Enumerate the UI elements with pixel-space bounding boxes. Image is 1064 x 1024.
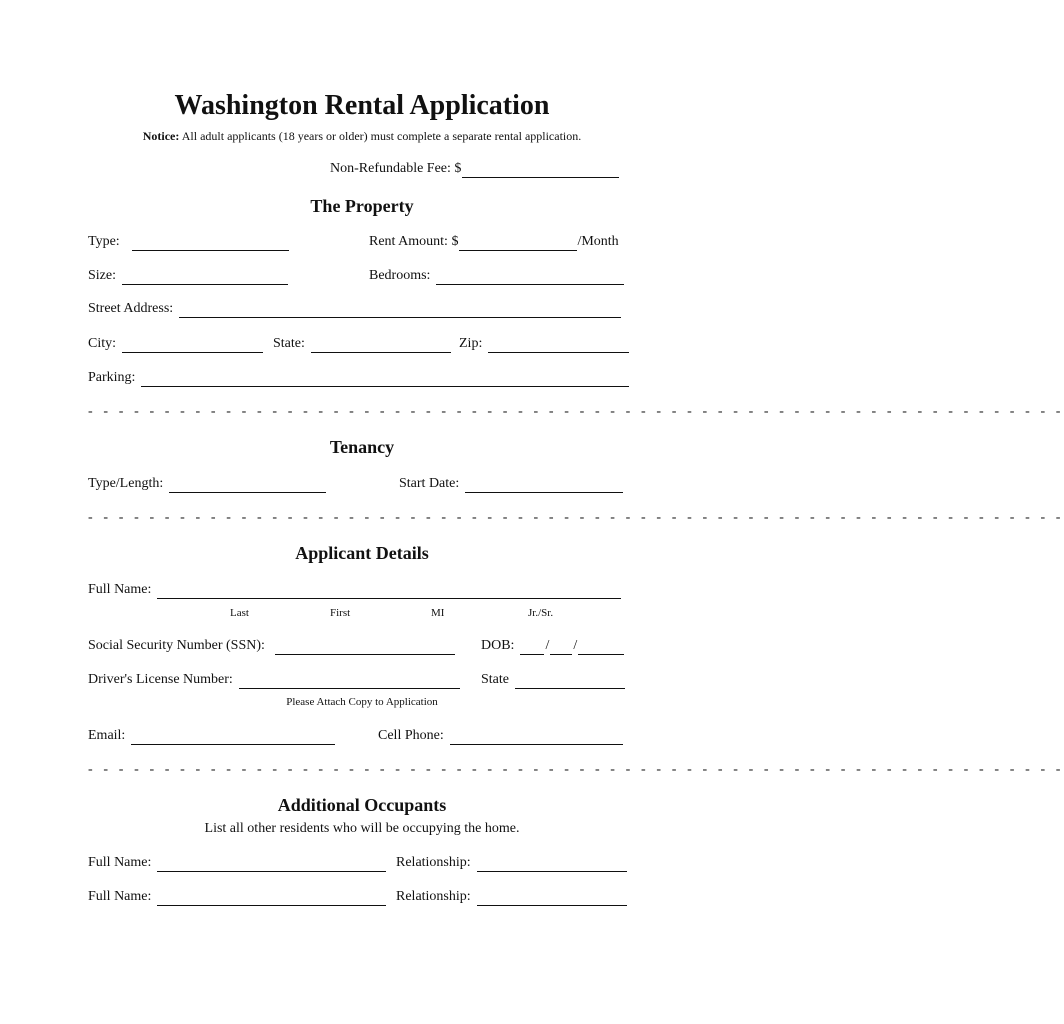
- state-label: State:: [273, 336, 305, 351]
- ssn-label: Social Security Number (SSN):: [88, 638, 265, 653]
- rent-amount-input-line[interactable]: [459, 236, 577, 251]
- license-note: Please Attach Copy to Application: [286, 696, 438, 708]
- ssn-field[interactable]: [88, 637, 455, 655]
- applicant-full-name-field[interactable]: [88, 581, 621, 599]
- section-divider: - - - - - - - - - - - - - - - - - - - - - - - - - - - - - - - - - - - - - - - - - - - - - - - - - - - - - - - - - - - - - - - -: [88, 762, 1064, 777]
- occupant-relationship-field[interactable]: [396, 854, 627, 872]
- state-input-line[interactable]: [311, 338, 451, 353]
- occupant-relationship-input-line[interactable]: [477, 857, 627, 872]
- size-field[interactable]: [88, 267, 288, 285]
- license-label: Driver's License Number:: [88, 672, 233, 687]
- cell-phone-field[interactable]: [378, 727, 623, 745]
- dob-year-line[interactable]: [578, 640, 624, 655]
- page-title: Washington Rental Application: [174, 90, 550, 121]
- dob-month-line[interactable]: [520, 640, 544, 655]
- applicant-full-name-label: Full Name:: [88, 582, 152, 597]
- property-type-input-line[interactable]: [132, 236, 289, 251]
- occupant-name-label: Full Name:: [88, 889, 152, 904]
- ssn-input-line[interactable]: [275, 640, 455, 655]
- license-input-line[interactable]: [239, 674, 460, 689]
- cell-phone-label: Cell Phone:: [378, 728, 444, 743]
- dob-separator: /: [573, 638, 578, 653]
- section-divider: - - - - - - - - - - - - - - - - - - - - - - - - - - - - - - - - - - - - - - - - - - - - - - - - - - - - - - - - - - - - - - - -: [88, 510, 1064, 525]
- name-part-first: First: [330, 607, 351, 619]
- property-heading: The Property: [310, 196, 414, 216]
- occupant-name-label: Full Name:: [88, 855, 152, 870]
- fee-label: Non-Refundable Fee: $: [330, 161, 462, 176]
- type-length-field[interactable]: [88, 475, 326, 493]
- applicant-heading: Applicant Details: [295, 543, 429, 563]
- zip-field[interactable]: [459, 335, 629, 353]
- fee-field[interactable]: [330, 160, 619, 178]
- occupants-subtext: List all other residents who will be occupying the home.: [204, 821, 520, 836]
- city-label: City:: [88, 336, 117, 351]
- type-length-label: Type/Length:: [88, 476, 164, 491]
- bedrooms-label: Bedrooms:: [369, 268, 431, 283]
- state-field[interactable]: [273, 335, 451, 353]
- cell-phone-input-line[interactable]: [450, 730, 623, 745]
- applicant-full-name-input-line[interactable]: [157, 584, 621, 599]
- occupant-relationship-input-line[interactable]: [477, 891, 627, 906]
- occupant-relationship-label: Relationship:: [396, 855, 471, 870]
- license-state-field[interactable]: [481, 671, 625, 689]
- start-date-field[interactable]: [399, 475, 623, 493]
- parking-label: Parking:: [88, 370, 136, 385]
- property-type-field[interactable]: [88, 233, 289, 251]
- occupant-relationship-label: Relationship:: [396, 889, 471, 904]
- occupant-relationship-field[interactable]: [396, 888, 627, 906]
- occupant-name-field[interactable]: [88, 854, 386, 872]
- name-part-suffix: Jr./Sr.: [528, 607, 554, 619]
- name-part-last: Last: [230, 607, 249, 619]
- occupant-name-field[interactable]: [88, 888, 386, 906]
- street-address-label: Street Address:: [88, 301, 174, 316]
- fee-input-line[interactable]: [462, 163, 619, 178]
- email-label: Email:: [88, 728, 126, 743]
- parking-field[interactable]: [88, 369, 629, 387]
- size-input-line[interactable]: [122, 270, 288, 285]
- license-state-input-line[interactable]: [515, 674, 625, 689]
- start-date-label: Start Date:: [399, 476, 460, 491]
- section-divider: - - - - - - - - - - - - - - - - - - - - - - - - - - - - - - - - - - - - - - - - - - - - - - - - - - - - - - - - - - - - - - - -: [88, 404, 1064, 419]
- property-type-label: Type:: [88, 234, 120, 249]
- bedrooms-field[interactable]: [369, 267, 624, 285]
- parking-input-line[interactable]: [141, 372, 629, 387]
- email-field[interactable]: [88, 727, 335, 745]
- city-field[interactable]: [88, 335, 263, 353]
- street-address-input-line[interactable]: [179, 303, 621, 318]
- occupant-name-input-line[interactable]: [157, 891, 386, 906]
- rent-amount-field[interactable]: [369, 233, 619, 251]
- notice-body: All adult applicants (18 years or older) must complete a separate rental application.: [181, 129, 582, 143]
- type-length-input-line[interactable]: [169, 478, 326, 493]
- zip-label: Zip:: [459, 336, 483, 351]
- occupant-name-input-line[interactable]: [157, 857, 386, 872]
- license-state-label: State: [481, 672, 509, 687]
- rent-amount-label: Rent Amount: $: [369, 234, 459, 249]
- start-date-input-line[interactable]: [465, 478, 623, 493]
- city-input-line[interactable]: [122, 338, 263, 353]
- rent-month-suffix: /Month: [577, 234, 619, 249]
- tenancy-heading: Tenancy: [329, 437, 395, 457]
- occupants-heading: Additional Occupants: [277, 795, 447, 815]
- name-part-mi: MI: [431, 607, 445, 619]
- size-label: Size:: [88, 268, 116, 283]
- notice-label: Notice:: [142, 129, 180, 143]
- license-field[interactable]: [88, 671, 460, 689]
- dob-separator: /: [545, 638, 550, 653]
- zip-input-line[interactable]: [488, 338, 629, 353]
- street-address-field[interactable]: [88, 300, 621, 318]
- dob-label: DOB:: [481, 638, 515, 653]
- dob-day-line[interactable]: [550, 640, 572, 655]
- email-input-line[interactable]: [131, 730, 335, 745]
- dob-field[interactable]: [481, 637, 624, 655]
- notice-text: [0, 128, 724, 144]
- bedrooms-input-line[interactable]: [436, 270, 624, 285]
